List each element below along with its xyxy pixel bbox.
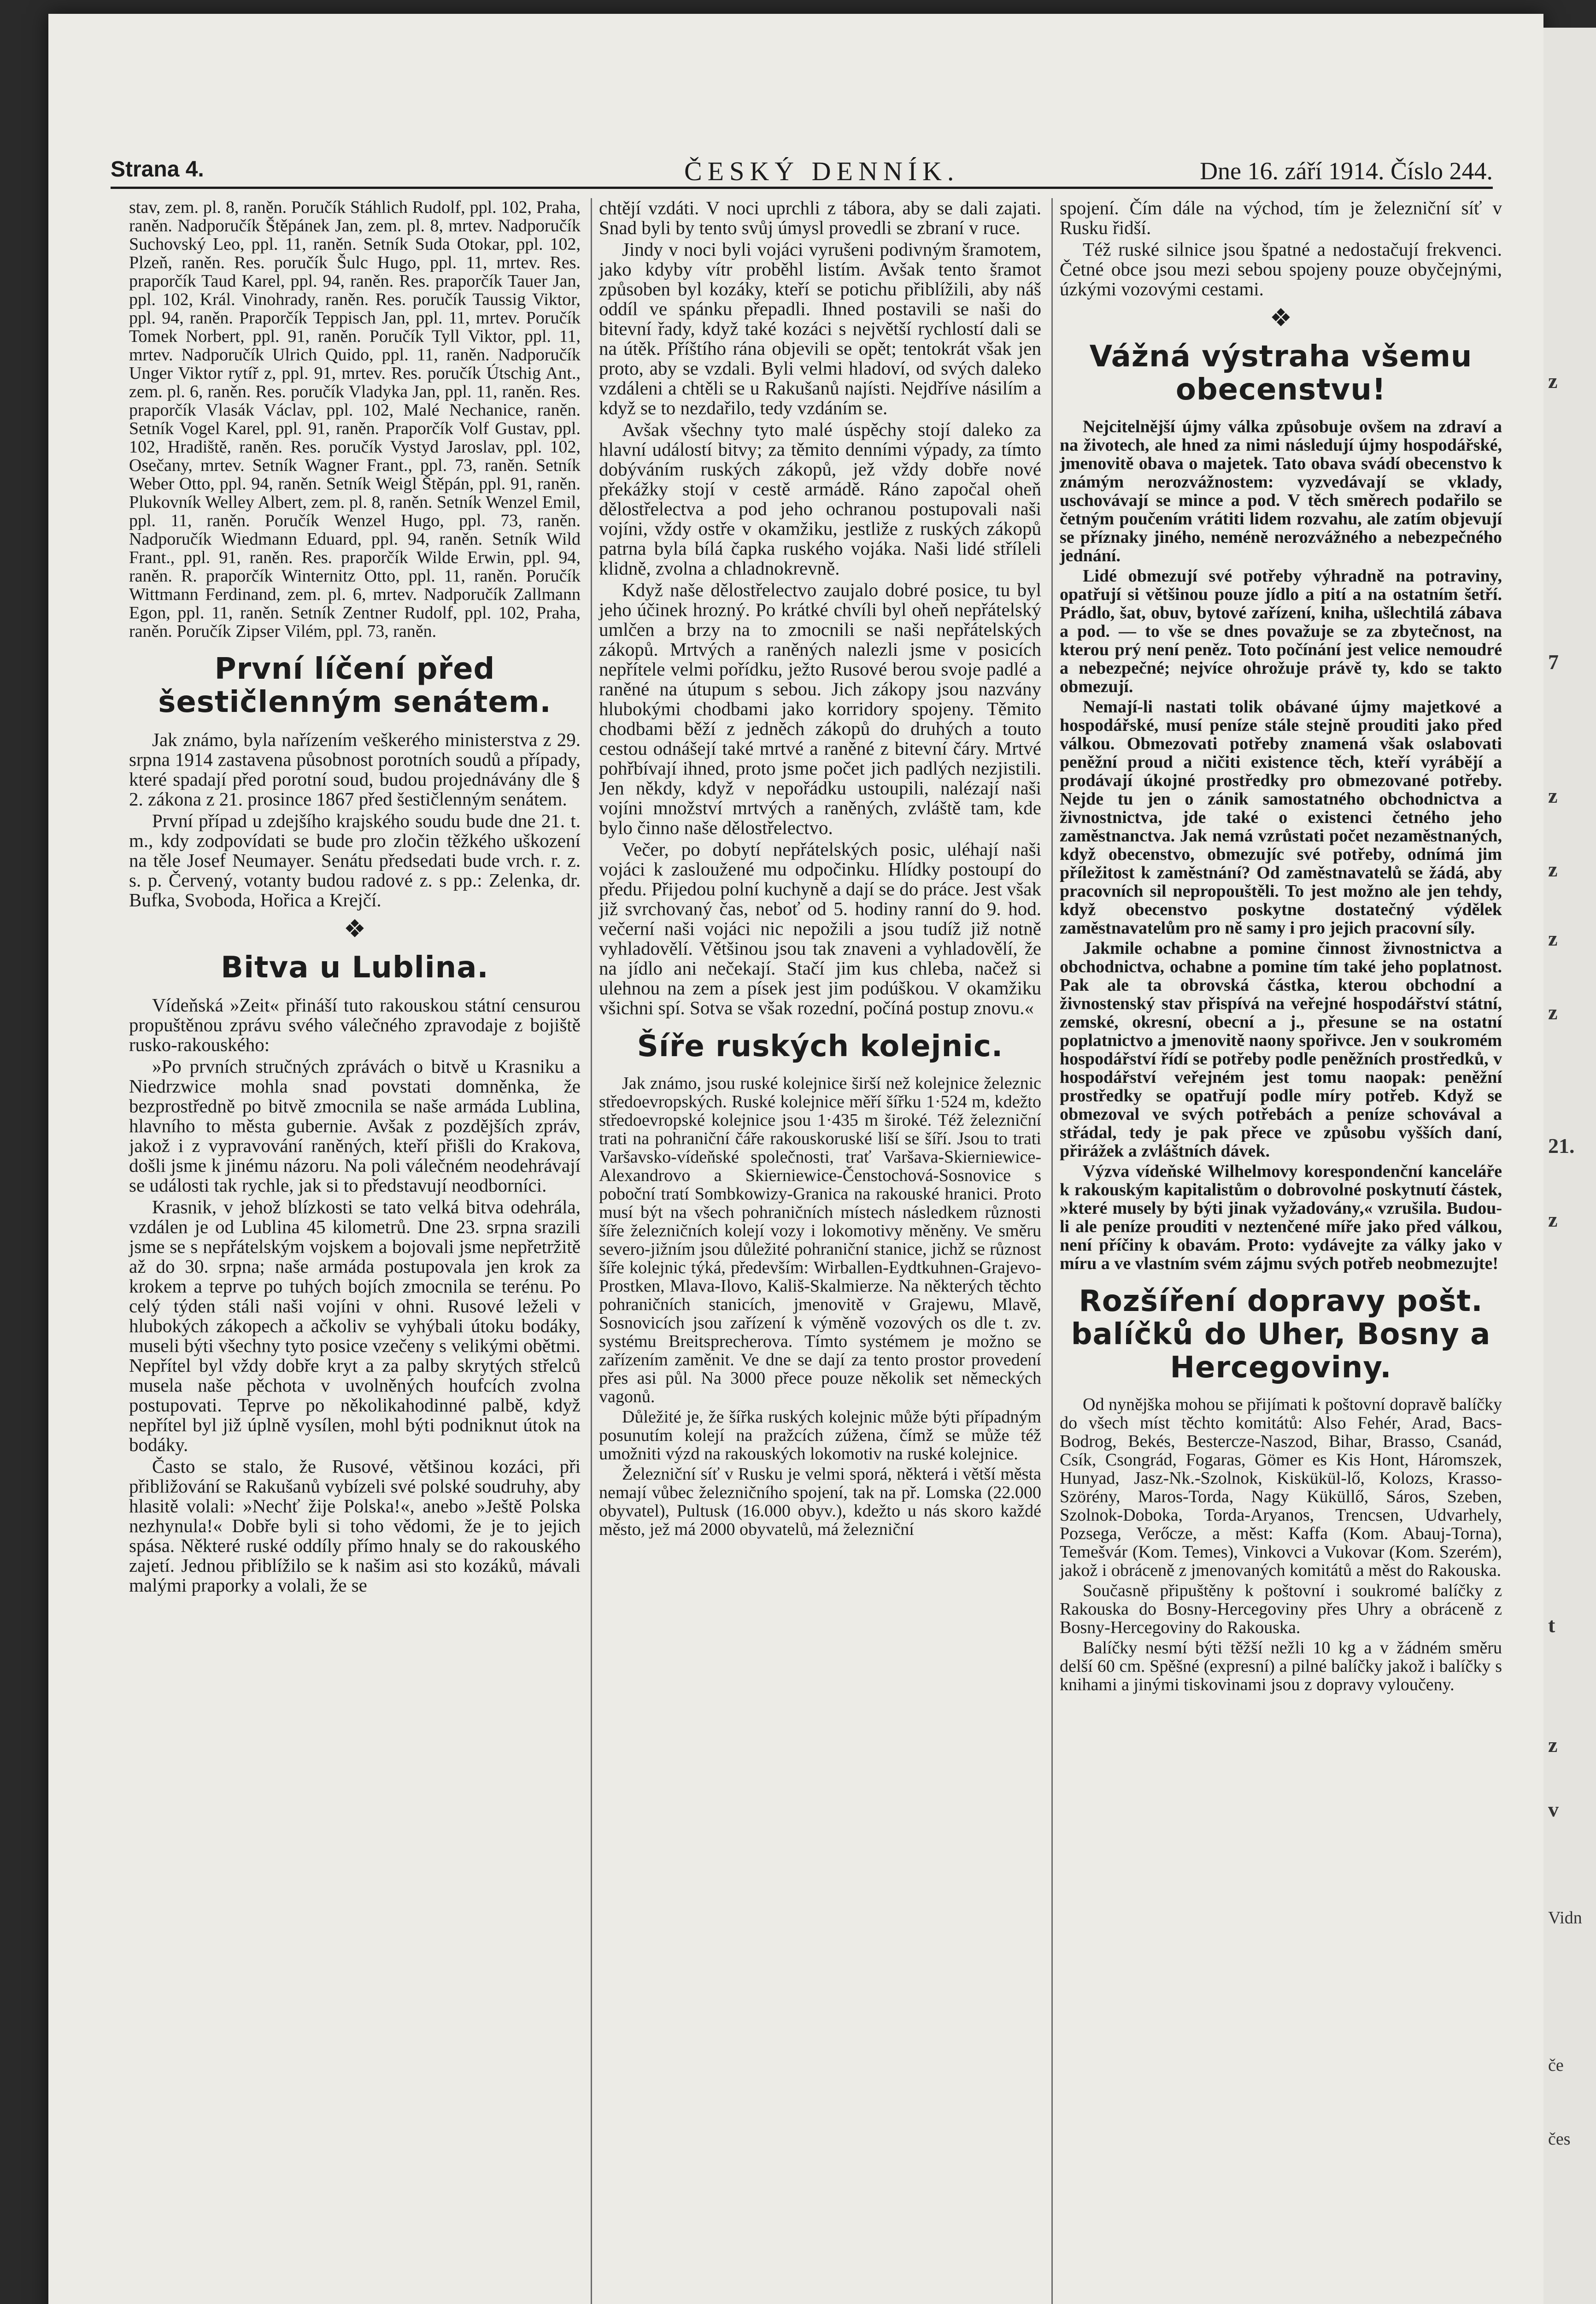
article-paragraph: Krasnik, v jehož blízkosti se tato velká bitva odehrála, vzdálen je od Lublina 45 kilometrů. Dne 23. srpna srazili jsme se s nepřátelským vojskem a bojovali jsme nepřetržitě až do 30. srpna; naše armáda postupovala jen krok za krokem a teprve po tuhých bojích zmocnila se terénu. Po celý týden stáli naši vojíni v ohni. Rusové leželi v hlubokých zákopech a ačkoliv se vyhýbali útoku bodáky, museli býti všechny tyto posice vzečeny s velikými obětmi. Nepřítel byl vždy dobře kryt a za palby skrytých střelců musela naše pěchota v uvolněných houfcích zvolna postupovati. Teprve po několikahodinné palbě, když nepřítel byl již úplně vysílen, mohl býti podniknut útok na bodáky. (129, 1196, 581, 1455)
adjacent-page-fragment: 21. (1548, 1134, 1575, 1158)
adjacent-page-fragment: z (1548, 858, 1558, 881)
page-number: Strana 4. (111, 157, 204, 182)
article-paragraph: Jak známo, byla nařízením veškerého ministerstva z 29. srpna 1914 zastavena působnost porotních soudů a případy, které spadají před porotní soud, budou projednávány dle § 2. zákona z 21. prosince 1867 před šestičlenným senátem. (129, 729, 581, 810)
article-paragraph: Výzva vídeňské Wilhelmovy korespondenční kanceláře k rakouským kapitalistům o dobrovolné poskytnutí částek, »které musely by býti jinak vyžadovány,« vzrušila. Budou-li ale peníze prouditi v neztenčené míře jako před válkou, není příčiny k obavám. Proto: vydávejte za války jako v míru a ve vlastním svém zájmu svých potřeb neobmezujte! (1060, 1162, 1502, 1273)
adjacent-page-fragment: Vidn (1548, 1908, 1582, 1928)
article-heading: Šíře ruských kolejnic. (637, 1029, 1003, 1064)
article-paragraph: Jindy v noci byli vojáci vyrušeni podivným šramotem, jako kdyby vítr proběhl listím. Avšak tento šramot způsoben byl kozáky, kteří se potichu přiblížili, aby náš oddíl ve spánku přepadli. Ihned postavili se naši do bitevní řady, když také kozáci s největší rychlostí dali se na útěk. Příštího rána objevili se opět; tentokrát však jen proto, aby se vzdali. Byli velmi hladoví, od svých daleko vzdáleni a chtěli se u Rakušanů najísti. Nejdříve násilím a když se to nezdařilo, tedy vzdáním se. (599, 239, 1041, 418)
column-1 (129, 198, 581, 1597)
column-2 (599, 198, 1041, 1540)
article-paragraph: Jakmile ochabne a pomine činnost živnostnictva a obchodnictva, ochabne a pomine tím také jeho poplatnost. Pak ale ta obrovská částka, kterou obchodní a živnostenský stav přispívá na veřejné hospodářství státní, zemské, okresní, obecní a j., přesune se na ostatní poplatnictvo a jmenovitě naony spořivce. Jen v soukromém hospodářství řídí se potřeby podle peněžních prostředků, v hospodářství veřejném jest tomu naopak: peněžní prostředky se opatřují podle míry potřeb. Když se obmezoval ve svých potřebách a peníze schovával a střádal, tedy je pak přece ve způsobu vyšších daní, přirážek a zvláštních dávek. (1060, 939, 1502, 1161)
header-rule (111, 187, 1493, 189)
newspaper-title: ČESKÝ DENNÍK. (684, 156, 960, 186)
adjacent-page-fragment: v (1548, 1798, 1559, 1821)
adjacent-page-fragment: z (1548, 369, 1558, 393)
article-paragraph: Současně připuštěny k poštovní i soukromé balíčky z Rakouska do Bosny-Hercegoviny přes Uhry a obráceně z Bosny-Hercegoviny do Rakouska. (1060, 1581, 1502, 1637)
adjacent-page-fragment: z (1548, 1733, 1558, 1757)
article-heading: Vážná výstraha všemu obecenstvu! (1089, 340, 1473, 407)
adjacent-page-fragment: z (1548, 784, 1558, 807)
article-paragraph: Železniční síť v Rusku je velmi sporá, některá i větší města nemají vůbec železničního spojení, tak na př. Lomska (22.000 obyvatel), Pultusk (16.000 obyv.), kdežto u nás skoro každé město, jež má 2000 obyvatelů, má železniční (599, 1464, 1041, 1539)
article-paragraph: První případ u zdejšího krajského soudu bude dne 21. t. m., kdy zodpovídati se bude pro zločin těžkého uškození na těle Josef Neumayer. Senátu předsedati bude vrch. r. z. s. p. Červený, votanty budou radové z. s pp.: Zelenka, dr. Bufka, Svoboda, Hořica a Krejčí. (129, 810, 581, 911)
article-paragraph: Často se stalo, že Rusové, většinou kozáci, při přibližování se Rakušanů vybízeli své polské soudruhy, aby hlasitě volali: »Nechť žije Polska!«, anebo »Ještě Polska nezhynula!« Dobře byli si toho vědomi, že je to jejich spása. Některé ruské oddíly přímo hnaly se do rakouského zajetí. Jednou přiblížilo se k našim asi sto kozáků, mávali malými praporky a volali, že se (129, 1456, 581, 1596)
article-paragraph: Od nynějška mohou se přijímati k poštovní dopravě balíčky do všech míst těchto komitátů: Also Fehér, Arad, Bacs-Bodrog, Bekés, Bestercze-Naszod, Bihar, Brasso, Csanád, Csík, Csongrád, Fogaras, Gömer es Kis Hont, Háromszek, Hunyad, Jasz-Nk.-Szolnok, Kiskükül-lő, Kolozs, Krasso-Szörény, Maros-Torda, Nagy Küküllő, Sáros, Szeben, Szolnok-Doboka, Torda-Aryanos, Trencsen, Udvarhely, Pozsega, Verőcze, a měst: Kaffa (Kom. Abauj-Torna), Temešvár (Kom. Temes), Vinkovci a Vukovar (Kom. Szerém), jakož i obráceně z jmenovaných komitátů a měst do Rakouska. (1060, 1395, 1502, 1580)
column-divider (591, 198, 592, 2304)
adjacent-page-fragment: 7 (1548, 650, 1559, 674)
issue-date: Dne 16. září 1914. Číslo 244. (1200, 157, 1493, 185)
masthead (111, 152, 1493, 189)
article-paragraph: Balíčky nesmí býti těžší nežli 10 kg a v žádném směru delší 60 cm. Spěšné (expresní) a pilné balíčky jakož i balíčky s knihami a jinými tiskovinami jsou z dopravy vyloučeny. (1060, 1638, 1502, 1694)
adjacent-page-fragment: če (1548, 2056, 1564, 2075)
ornament-icon: ❖ (343, 915, 366, 943)
article-paragraph: »Po prvních stručných zprávách o bitvě u Krasniku a Niedrzwice mohla snad povstati domněnka, že bezprostředně po bitvě zmocnila se naše armáda Lublina, hlavního to města gubernie. Avšak z pozdějších zpráv, jakož i z vypravování raněných, kteří přišli do Krakova, došli jsme k jinému názoru. Na poli válečném neodehrávají se události tak rychle, jak si to představují neodborníci. (129, 1056, 581, 1196)
adjacent-page-fragment: čes (1548, 2129, 1571, 2149)
article-paragraph: Též ruské silnice jsou špatné a nedostačují frekvenci. Četné obce jsou mezi sebou spojeny pouze obyčejnými, úzkými vozovými cestami. (1060, 239, 1502, 300)
article-paragraph: Lidé obmezují své potřeby výhradně na potraviny, opatřují si většinou pouze jídlo a pití a na ostatním šetří. Prádlo, šat, obuv, bytové zařízení, kniha, ušlechtilá zábava a pod. — to vše se dnes považuje se za zbytečnost, na kterou prý není peněz. Toto počínání jest velice nemoudré a nebezpečné; nejvíce ohrožuje právě ty, kdo se takto obmezují. (1060, 566, 1502, 696)
warning-article (1060, 417, 1502, 1273)
article-paragraph: Vídeňská »Zeit« přináší tuto rakouskou státní censurou propuštěnou zprávu svého válečného zpravodaje z bojiště rusko-rakouského: (129, 994, 581, 1055)
article-heading: Bitva u Lublina. (221, 951, 489, 985)
casualty-list: stav, zem. pl. 8, raněn. Poručík Stáhlich Rudolf, ppl. 102, Praha, raněn. Nadporučík Štěpánek Jan, zem. pl. 8, mrtev. Nadporučík Suchovský Leo, ppl. 11, raněn. Setník Suda Otokar, ppl. 102, Plzeň, raněn. Res. poručík Šulc Hugo, ppl. 11, mrtev. Res. praporčík Taud Karel, ppl. 94, raněn. Res. praporčík Tauer Jan, ppl. 102, Král. Vinohrady, raněn. Res. poručík Taussig Viktor, ppl. 94, raněn. Praporčík Teppisch Jan, ppl. 11, mrtev. Poručík Tomek Norbert, ppl. 91, raněn. Poručík Tyll Viktor, ppl. 11, mrtev. Nadporučík Ulrich Quido, ppl. 11, raněn. Nadporučík Unger Viktor rytíř z, ppl. 91, mrtev. Res. poručík Útschig Ant., zem. pl. 6, raněn. Res. poručík Vladyka Jan, ppl. 11, raněn. Res. praporčík Vlasák Václav, ppl. 102, Malé Nechanice, raněn. Setník Vogel Karel, ppl. 91, raněn. Praporčík Volf Gustav, ppl. 102, Hradiště, raněn. Res. poručík Vystyd Jaroslav, ppl. 102, Osečany, mrtev. Setník Wagner Frant., ppl. 73, raněn. Setník Weber Otto, ppl. 94, raněn. Setník Weigl Štěpán, ppl. 91, raněn. Plukovník Welley Albert, zem. pl. 8, raněn. Setník Wenzel Emil, ppl. 11, raněn. Poručík Wenzel Hugo, ppl. 73, raněn. Nadporučík Wiedmann Eduard, ppl. 94, raněn. Setník Wild Frant., ppl. 91, raněn. Res. praporčík Wilde Erwin, ppl. 94, raněn. R. praporčík Winternitz Otto, ppl. 11, raněn. Poručík Wittmann Ferdinand, zem. pl. 6, mrtev. Nadporučík Zallmann Egon, ppl. 11, raněn. Setník Zentner Rudolf, ppl. 102, Praha, raněn. Poručík Zipser Vilém, ppl. 73, raněn. (129, 198, 581, 641)
article-paragraph: Důležité je, že šířka ruských kolejnic může býti případným posunutím kolejí na pražcích zúžena, čímž se může též umožniti výzd na rakouských lokomotiv na ruské kolejnice. (599, 1407, 1041, 1464)
article-heading: Rozšíření dopravy pošt. balíčků do Uher, Bosny a Hercegoviny. (1071, 1284, 1491, 1385)
article-paragraph: Nemají-li nastati tolik obávané újmy majetkové a hospodářské, musí peníze stále stejně prouditi jako před válkou. Obmezovati potřeby znamená však oslabovati peněžní proud a ničiti existence těch, kteří vyrábějí a prodávají úkojné prostředky pro obmezované potřeby. Nejde tu jen o zánik samostatného obchodnictva a živnostnictva, jde také o existenci četného jeho zaměstnanctva. Jak nemá vzrůstati počet nezaměstnaných, když obecenstvo, obmezujíc své potřeby, odnímá jim příležitost k zaměstnání? Od zaměstnavatelů se žádá, aby pracovních sil nepropouštěli. To jest možno ale jen tehdy, když obecenstvo poskytne dostatečný výdělek zaměstnavatelům pro ně samy i pro jejich pracovní síly. (1060, 697, 1502, 938)
ornament-icon: ❖ (1269, 304, 1292, 332)
article-paragraph: Nejcitelnější újmy válka způsobuje ovšem na zdraví a na životech, ale hned za nimi následují újmy hospodářské, jmenovitě obava o majetek. Tato obava svádí obecenstvo k známým nerozvážnostem: vyzvedávají se vklady, uschovávají se mince a pod. V těch směrech podařilo se četným poučením vrátiti lidem rozvahu, ale zatím objevují se příznaky jiného, neméně nerozvážného a nebezpečného jednání. (1060, 417, 1502, 565)
article-paragraph: spojení. Čím dále na východ, tím je železniční síť v Rusku řidší. (1060, 197, 1502, 238)
article-paragraph: Avšak všechny tyto malé úspěchy stojí daleko za hlavní událostí bitvy; za těmito denními výpady, za tímto dobýváním ruských zákopů, jež vždy dobře nové překážky stojí v cestě armádě. Ráno započal oheň dělostřelectva a pod jeho ochranou postupovali naši vojíni, vždy ostře v okamžiku, jestliže z ruských zákopů patrna byla bílá čapka ruského vojáka. Naši lidé stříleli klidně, zvolna a chladnokrevně. (599, 419, 1041, 579)
adjacent-page-fragment: z (1548, 1000, 1558, 1024)
column-3 (1060, 198, 1502, 1696)
article-paragraph: Když naše dělostřelectvo zaujalo dobré posice, tu byl jeho účinek hrozný. Po krátké chvíli byl oheň nepřátelský umlčen a brzy na to zmocnili se naši nepřátelských zákopů. Mrtvých a raněných nalezli jsme v posicích nepřítele velmi pořídku, ježto Rusové berou svoje padlé a raněné na útupum s sebou. Jich zákopy jsou nazvány hlubokými chodbami jako korridory spojeny. Těmito chodbami běží z jedněch zákopů do druhých a touto cestou odnášejí také mrtvé a raněné z bitevní čáry. Mrtvé pohřbívají ihned, proto jsme počet jich padlých nezjistili. Jen někdy, když v nepořádku ustoupili, nalézají naši vojíni množství mrtvých a raněných, zvláště tam, kde bylo činno naše dělostřelectvo. (599, 579, 1041, 838)
article-paragraph: Večer, po dobytí nepřátelských posic, uléhají naši vojáci k zasloužené mu odpočinku. Hlídky postoupí do předu. Přijedou polní kuchyně a dají se do práce. Jest však již svrchovaný čas, neboť od 5. hodiny ranní do 9. hod. večerní naši vojáci nic nepožili a jsou tudíž již notně vyhladovělí. Většinou jsou tak znaveni a vyhladovělí, že na jídlo ani nečekají. Stačí jim kus chleba, načež si ulehnou na zem a písek jest jim podúškou. V okamžiku všichni spí. Sotva se však rozední, počíná postup znovu.« (599, 839, 1041, 1018)
adjacent-page-fragment: t (1548, 1613, 1555, 1637)
adjacent-page-fragment: z (1548, 1208, 1558, 1231)
column-divider (1051, 198, 1053, 2304)
adjacent-page-edge (1543, 28, 1596, 2304)
adjacent-page-fragment: z (1548, 927, 1558, 950)
article-paragraph: Jak známo, jsou ruské kolejnice širší než kolejnice železnic středoevropských. Ruské kolejnice měří šířku 1·524 m, kdežto středoevropské kolejnice jsou 1·435 m široké. Též železniční trati na pohraniční čáře rakouskoruské liší se šíří. Jsou to trati Varšavsko-vídeňské společnosti, trať Varšava-Skierniewice-Alexandrovo a Skierniewice-Čenstochová-Sosnovice s poboční tratí Sombkowizy-Granica na rakouské hranici. Proto musí být na všech pohraničních místech následkem různosti šíře železničních kolejí vozy i lokomotivy měněny. Ve směru severo-jižním jsou důležité pohraniční stanice, jichž se různost šíře kolejnic týká, především: Wirballen-Eydtkuhnen-Grajevo-Prostken, Mlava-Ilovo, Kališ-Skalmierze. Na některých těchto pohraničních stanicích, jmenovitě v Grajewu, Mlavě, Sosnovicích jsou zařízení k výměně vozových os dle t. zv. systému Breitsprecherova. Tímto systémem je možno se zařízením zaměnit. Ve dne se dají za tento prostor provedení přes asi půl. Na 3000 přece pouze několik set německých vagonů. (599, 1074, 1041, 1406)
article-heading: První líčení před šestičlenným senátem. (158, 652, 552, 719)
article-paragraph: chtějí vzdáti. V noci uprchli z tábora, aby se dali zajati. Snad byli by tento svůj úmysl provedli se zbraní v ruce. (599, 197, 1041, 238)
